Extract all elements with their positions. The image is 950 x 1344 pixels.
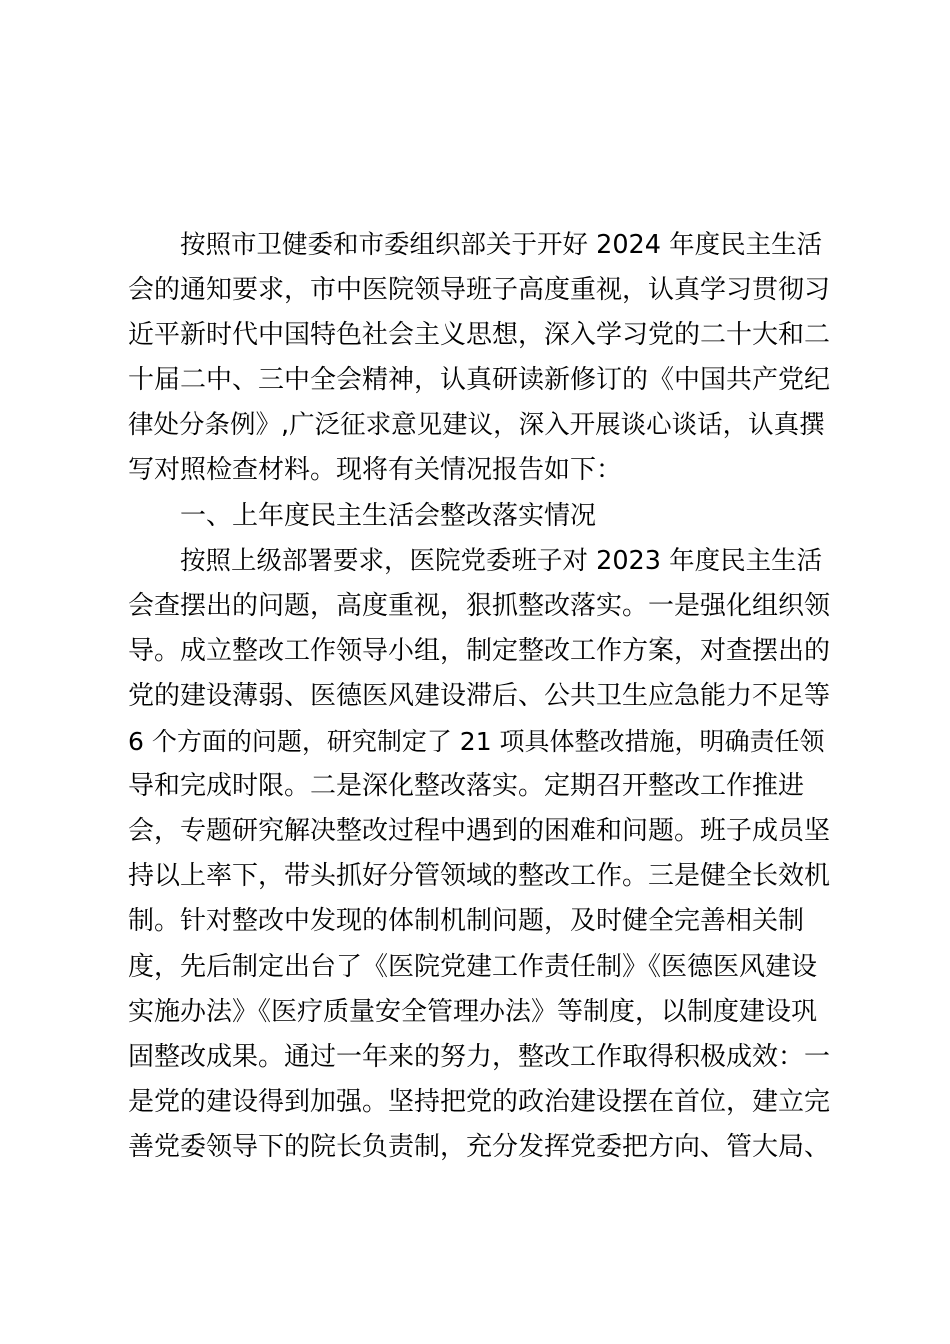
report-body bbox=[128, 223, 832, 1170]
paragraph-2-line-13: 是党的建设得到加强。坚持把党的政治建设摆在首位，建立完 bbox=[128, 1086, 831, 1117]
paragraph-2-line-3: 导。成立整改工作领导小组，制定整改工作方案，对查摆出的 bbox=[128, 635, 831, 666]
paragraph-2-line-4: 党的建设薄弱、医德医风建设滞后、公共卫生应急能力不足等 bbox=[128, 680, 831, 711]
paragraph-2-line-7: 会，专题研究解决整改过程中遇到的困难和问题。班子成员坚 bbox=[128, 816, 831, 847]
paragraph-2-line-9: 制。针对整改中发现的体制机制问题，及时健全完善相关制 bbox=[128, 906, 805, 937]
paragraph-1-line-6: 写对照检查材料。现将有关情况报告如下： bbox=[128, 455, 623, 486]
paragraph-2-line-5: 6 个方面的问题，研究制定了 21 项具体整改措施，明确责任领 bbox=[128, 727, 825, 757]
paragraph-2-line-14: 善党委领导下的院长负责制，充分发挥党委把方向、管大局、 bbox=[128, 1131, 831, 1162]
paragraph-2-line-6: 导和完成时限。二是深化整改落实。定期召开整改工作推进 bbox=[128, 771, 805, 802]
paragraph-2-line-11: 实施办法》《医疗质量安全管理办法》等制度，以制度建设巩 bbox=[128, 996, 818, 1027]
paragraph-1-line-4: 十届二中、三中全会精神，认真研读新修订的《中国共产党纪 bbox=[128, 365, 831, 396]
paragraph-2-line-2: 会查摆出的问题，高度重视，狠抓整改落实。一是强化组织领 bbox=[128, 590, 831, 621]
paragraph-1-line-5: 律处分条例》,广泛征求意见建议，深入开展谈心谈话，认真撰 bbox=[128, 410, 825, 441]
paragraph-1-line-2: 会的通知要求，市中医院领导班子高度重视，认真学习贯彻习 bbox=[128, 275, 831, 306]
paragraph-1-line-3: 近平新时代中国特色社会主义思想，深入学习党的二十大和二 bbox=[128, 320, 831, 351]
paragraph-2-line-1: 按照上级部署要求，医院党委班子对 2023 年度民主生活 bbox=[180, 545, 823, 576]
paragraph-2-line-8: 持以上率下，带头抓好分管领域的整改工作。三是健全长效机 bbox=[128, 861, 831, 892]
section-heading-1: 一、上年度民主生活会整改落实情况 bbox=[180, 500, 597, 531]
paragraph-1-line-1: 按照市卫健委和市委组织部关于开好 2024 年度民主生活 bbox=[180, 230, 823, 260]
paragraph-2-line-12: 固整改成果。通过一年来的努力，整改工作取得积极成效：一 bbox=[128, 1041, 831, 1072]
paragraph-2-line-10: 度，先后制定出台了《医院党建工作责任制》《医德医风建设 bbox=[128, 951, 818, 982]
